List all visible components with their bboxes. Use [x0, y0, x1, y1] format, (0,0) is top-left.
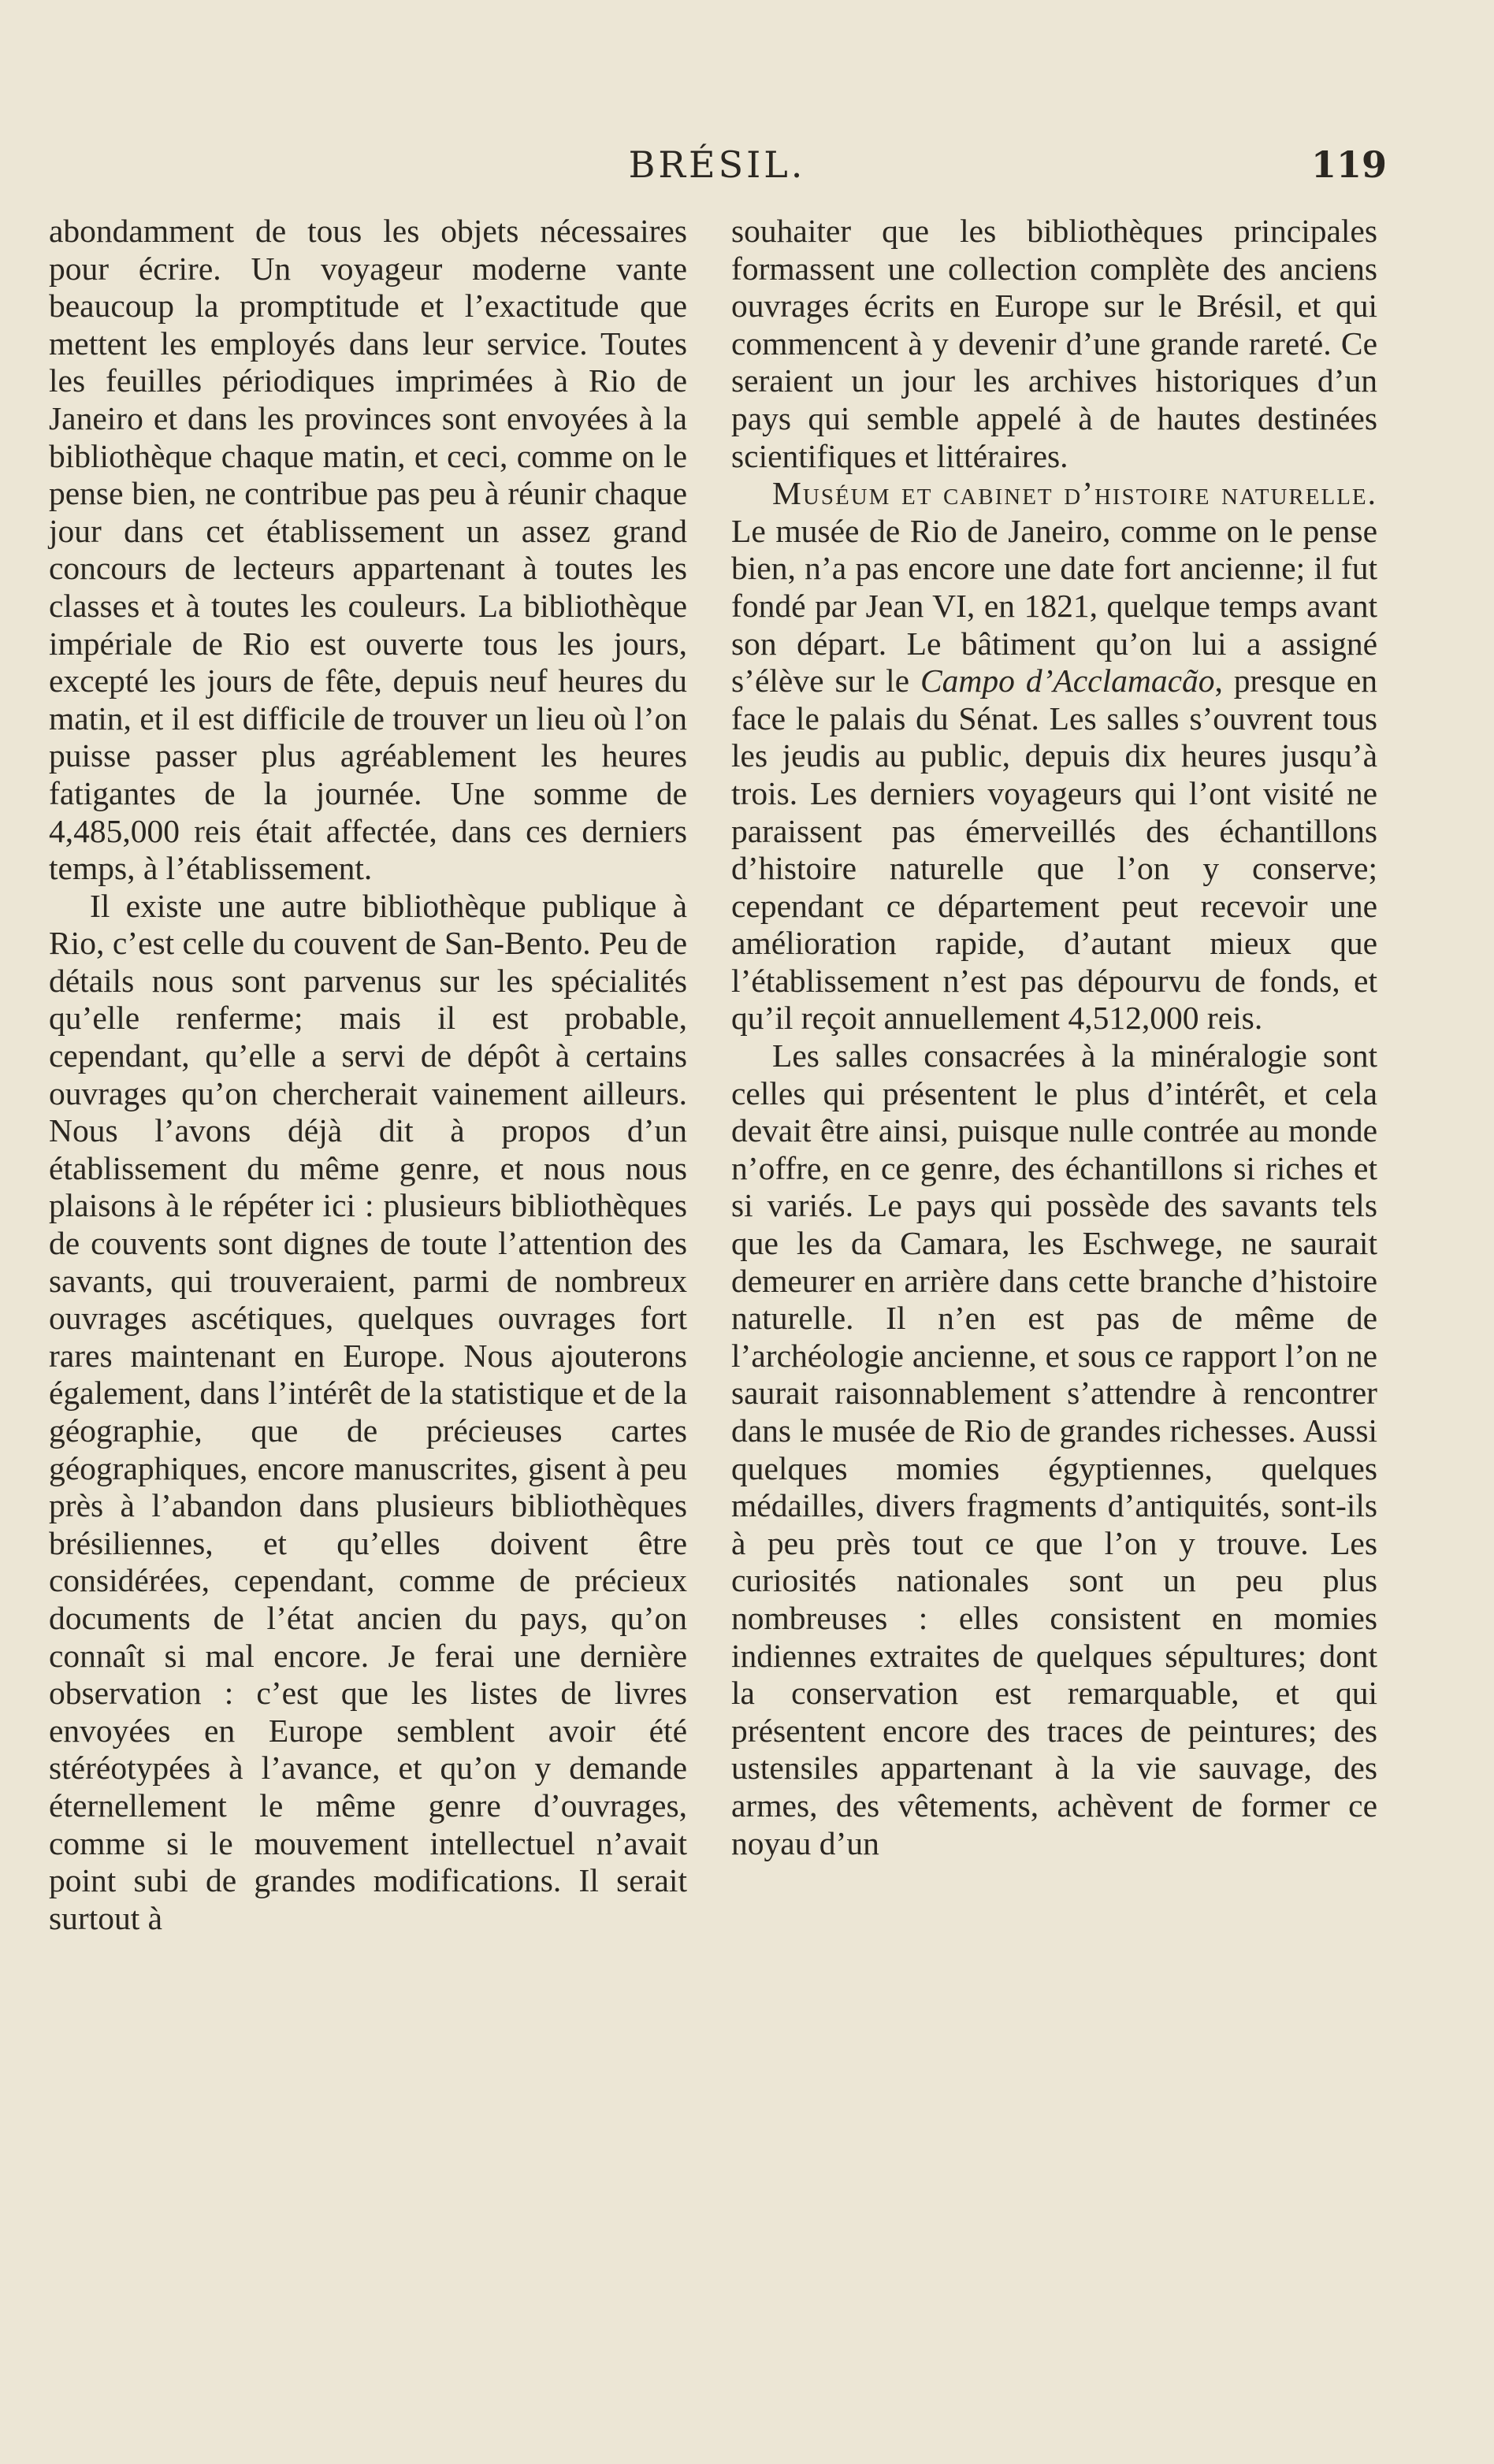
running-title: BRÉSIL. — [628, 143, 806, 186]
page-number: 119 — [1310, 143, 1387, 186]
right-column — [731, 213, 1377, 1862]
section-heading-museum: Muséum et cabinet d’histoire naturelle. — [772, 475, 1377, 512]
right-paragraph-2 — [731, 475, 1377, 1037]
right-paragraph-3: Les salles consacrées à la minéralogie sont celles qui présentent le plus d’intérêt, et cela devait être ainsi, puisque nulle contrée au monde n’offre, en ce genre, des échantillons si riches et si variés. Le pays qui possède des savants tels que les da Camara, les Eschwege, ne saurait demeurer en arrière dans cette branche d’histoire naturelle. Il n’en est pas de même de l’archéologie ancienne, et sous ce rapport l’on ne saurait raisonnablement s’attendre à rencontrer dans le musée de Rio de grandes richesses. Aussi quelques momies égyptiennes, quelques médailles, divers fragments d’antiquités, sont-ils à peu près tout ce que l’on y trouve. Les curiosités nationales sont un peu plus nombreuses : elles consistent en momies indiennes extraites de quelques sépultures; dont la conservation est remarquable, et qui présentent encore des traces de peintures; des ustensiles appartenant à la vie sauvage, des armes, des vêtements, achèvent de former ce noyau d’un — [731, 1037, 1377, 1861]
left-paragraph-2: Il existe une autre bibliothèque publique à Rio, c’est celle du couvent de San-Bento. Peu de détails nous sont parvenus sur les spécialités qu’elle renferme; mais il est probable, cependant, qu’elle a servi de dépôt à certains ouvrages qu’on chercherait vainement ailleurs. Nous l’avons déjà dit à propos d’un établissement du même genre, et nous nous plaisons à le répéter ici : plusieurs bibliothèques de couvents sont dignes de toute l’attention des savants, qui trouveraient, parmi de nombreux ouvrages ascétiques, quelques ouvrages fort rares maintenant en Europe. Nous ajouterons également, dans l’intérêt de la statistique et de la géographie, que de précieuses cartes géographiques, encore manuscrites, gisent à peu près à l’abandon dans plusieurs bibliothèques brésiliennes, et qu’elles doivent être considérées, cependant, comme de précieux documents de l’état ancien du pays, qu’on connaît si mal encore. Je ferai une dernière observation : c’est que les listes de livres envoyées en Europe semblent avoir été stéréotypées à l’avance, et qu’on y demande éternellement le même genre d’ouvrages, comme si le mouvement intellectuel n’avait point subi de grandes modifications. Il serait surtout à — [49, 887, 687, 1936]
museum-text-a: Le musée de Rio de Janeiro, comme on le pense bien, n’a pas encore une date fort ancienne; il fut fondé par Jean VI, en 1821, quelque temps avant son départ. Le bâtiment qu’on lui a assigné s’élève sur le — [731, 512, 1377, 699]
museum-text-b: , presque en face le palais du Sénat. Les salles s’ouvrent tous les jeudis au public, depuis dix heures jusqu’à trois. Les derniers voyageurs qui l’ont visité ne paraissent pas émerveillés des échantillons d’histoire naturelle que l’on y conserve; cependant ce département peut recevoir une amélioration rapide, d’autant mieux que l’établissement n’est pas dépourvu de fonds, et qu’il reçoit annuellement 4,512,000 reis. — [731, 662, 1377, 1037]
running-header — [47, 135, 1387, 199]
right-paragraph-1: souhaiter que les bibliothèques principales formassent une collection complète des anciens ouvrages écrits en Europe sur le Brésil, et qui commencent à y devenir d’une grande rareté. Ce seraient un jour les archives historiques d’un pays qui semble appelé à de hautes destinées scientifiques et littéraires. — [731, 213, 1377, 474]
campo-italic: Campo d’Acclamacão — [920, 662, 1215, 699]
left-column — [49, 213, 687, 1937]
left-paragraph-1: abondamment de tous les objets nécessaires pour écrire. Un voyageur moderne vante beaucoup la promptitude et l’exactitude que mettent les employés dans leur service. Toutes les feuilles périodiques imprimées à Rio de Janeiro et dans les provinces sont envoyées à la bibliothèque chaque matin, et ceci, comme on le pense bien, ne contribue pas peu à réunir chaque jour dans cet établissement un assez grand concours de lecteurs appartenant à toutes les classes et à toutes les couleurs. La bibliothèque impériale de Rio est ouverte tous les jours, excepté les jours de fête, depuis neuf heures du matin, et il est difficile de trouver un lieu où l’on puisse passer plus agréablement les heures fatigantes de la journée. Une somme de 4,485,000 reis était affectée, dans ces derniers temps, à l’établissement. — [49, 213, 687, 887]
